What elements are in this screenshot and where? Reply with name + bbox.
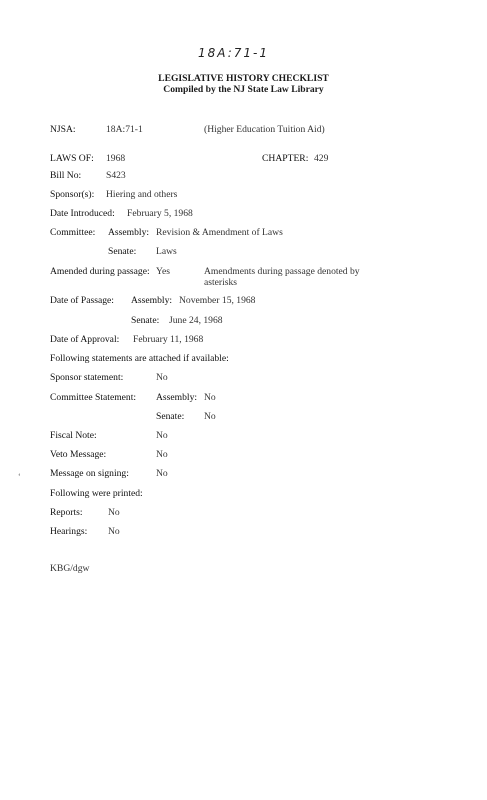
- njsa-label: NJSA:: [50, 124, 76, 135]
- hearings-value: No: [108, 526, 120, 537]
- following-printed-heading: Following were printed:: [50, 488, 143, 499]
- message-on-signing-label: Message on signing:: [50, 468, 129, 479]
- amended-value: Yes: [156, 266, 170, 277]
- committee-assembly-label: Assembly:: [108, 227, 150, 238]
- sponsors-value: Hiering and others: [106, 189, 178, 200]
- passage-assembly-label: Assembly:: [131, 295, 173, 306]
- date-of-passage-label: Date of Passage:: [50, 295, 114, 306]
- amended-label: Amended during passage:: [50, 266, 150, 277]
- margin-mark: ‘: [18, 472, 21, 481]
- laws-of-label: LAWS OF:: [50, 153, 94, 164]
- committee-senate-label: Senate:: [108, 246, 137, 257]
- sponsors-label: Sponsor(s):: [50, 189, 95, 200]
- chapter-value: 429: [314, 153, 329, 164]
- committee-statement-assembly-label: Assembly:: [156, 392, 198, 403]
- passage-senate-value: June 24, 1968: [169, 315, 223, 326]
- date-of-approval-value: February 11, 1968: [133, 334, 204, 345]
- sponsor-statement-value: No: [156, 372, 168, 383]
- fiscal-note-label: Fiscal Note:: [50, 430, 97, 441]
- committee-statement-senate-value: No: [204, 411, 216, 422]
- reports-label: Reports:: [50, 507, 83, 518]
- committee-assembly-value: Revision & Amendment of Laws: [156, 227, 283, 238]
- njsa-description: (Higher Education Tuition Aid): [204, 124, 325, 135]
- following-attached-heading: Following statements are attached if available:: [50, 353, 229, 364]
- veto-message-value: No: [156, 449, 168, 460]
- veto-message-label: Veto Message:: [50, 449, 107, 460]
- njsa-value: 18A:71-1: [106, 124, 143, 135]
- laws-of-value: 1968: [106, 153, 126, 164]
- date-of-approval-label: Date of Approval:: [50, 334, 120, 345]
- handwritten-reference: 18A:71-1: [198, 46, 269, 60]
- bill-no-label: Bill No:: [50, 170, 82, 181]
- amended-note: Amendments during passage denoted by asterisks: [204, 266, 360, 288]
- fiscal-note-value: No: [156, 430, 168, 441]
- passage-senate-label: Senate:: [131, 315, 160, 326]
- committee-statement-senate-label: Senate:: [156, 411, 185, 422]
- passage-assembly-value: November 15, 1968: [179, 295, 256, 306]
- typist-initials: KBG/dgw: [50, 563, 90, 574]
- document-title: LEGISLATIVE HISTORY CHECKLIST: [158, 73, 329, 84]
- bill-no-value: S423: [106, 170, 126, 181]
- date-introduced-label: Date Introduced:: [50, 208, 115, 219]
- committee-label: Committee:: [50, 227, 96, 238]
- committee-statement-label: Committee Statement:: [50, 392, 137, 403]
- chapter-label: CHAPTER:: [262, 153, 309, 164]
- hearings-label: Hearings:: [50, 526, 88, 537]
- sponsor-statement-label: Sponsor statement:: [50, 372, 124, 383]
- message-on-signing-value: No: [156, 468, 168, 479]
- reports-value: No: [108, 507, 120, 518]
- committee-senate-value: Laws: [156, 246, 177, 257]
- document-subtitle: Compiled by the NJ State Law Library: [163, 84, 324, 95]
- date-introduced-value: February 5, 1968: [127, 208, 193, 219]
- committee-statement-assembly-value: No: [204, 392, 216, 403]
